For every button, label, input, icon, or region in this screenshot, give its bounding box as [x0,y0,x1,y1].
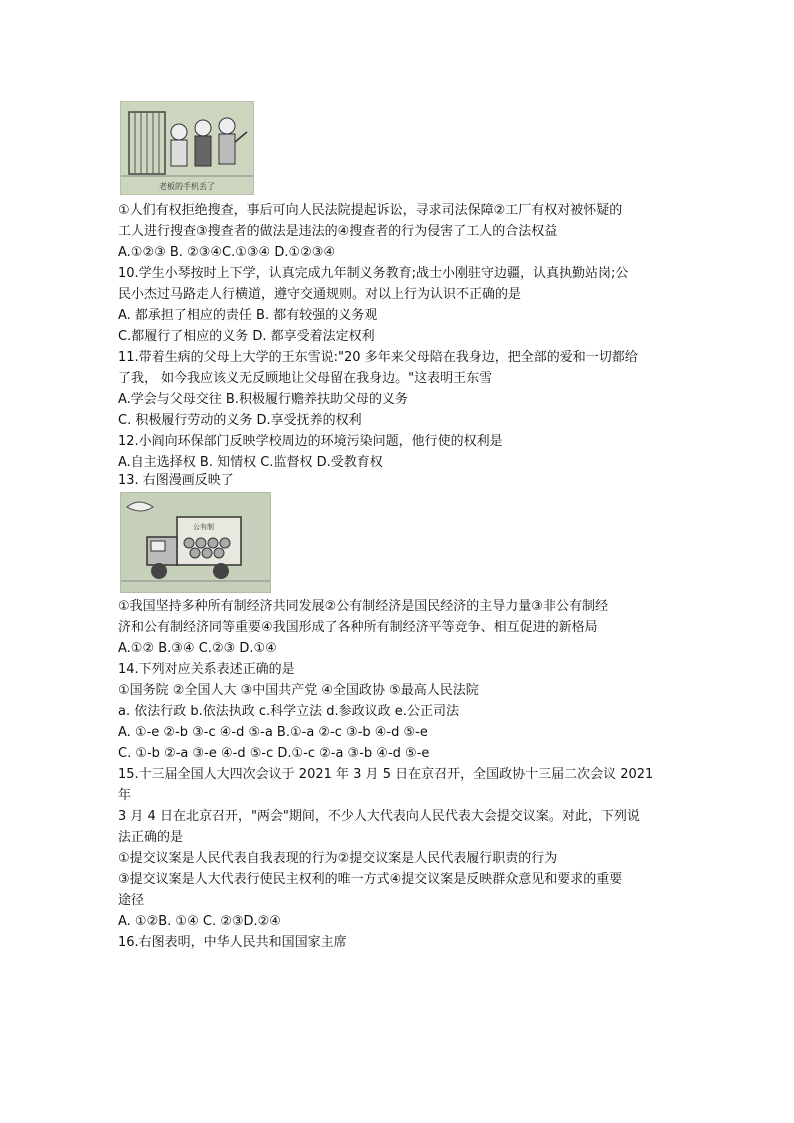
question-13: 13. 右图漫画反映了 [118,473,234,488]
text-line: C.都履行了相应的义务 D. 都享受着法定权利 [118,329,375,344]
question-11: 11.带着生病的父母上大学的王东雪说:"20 多年来父母陪在我身边，把全部的爱和一切都给 [118,350,638,365]
text-line: 途径 [118,893,145,908]
text-line: A.自主选择权 B. 知情权 C.监督权 D.受教育权 [118,455,383,470]
question-14: 14.下列对应关系表述正确的是 [118,662,295,677]
text-line: C. 积极履行劳动的义务 D.享受抚养的权利 [118,413,362,428]
text-line: ①我国坚持多种所有制经济共同发展②公有制经济是国民经济的主导力量③非公有制经 [118,599,608,614]
text-line: A.学会与父母交往 B.积极履行赡养扶助父母的义务 [118,392,408,407]
cartoon-illustration-1 [120,101,254,195]
text-line: A. ①②B. ①④ C. ②③D.②④ [118,914,281,929]
text-line: 了我， 如今我应该义无反顾地让父母留在我身边。"这表明王东雪 [118,371,493,386]
text-line: C. ①-b ②-a ③-e ④-d ⑤-c D.①-c ②-a ③-b ④-d ⑤-e [118,746,430,761]
text-line: ①人们有权拒绝搜查，事后可向人民法院提起诉讼，寻求司法保障②工厂有权对被怀疑的 [118,203,623,218]
cartoon-illustration-2 [120,492,271,593]
text-line: A.①② B.③④ C.②③ D.①④ [118,641,277,656]
text-line: 工人进行搜查③搜查者的做法是违法的④搜查者的行为侵害了工人的合法权益 [118,224,558,239]
text-line: ③提交议案是人大代表行使民主权利的唯一方式④提交议案是反映群众意见和要求的重要 [118,872,623,887]
text-line: ①提交议案是人民代表自我表现的行为②提交议案是人民代表履行职责的行为 [118,851,558,866]
cartoon-drawing-2 [121,493,271,593]
question-12: 12.小阎向环保部门反映学校周边的环境污染问题，他行使的权利是 [118,434,503,449]
text-line: A.①②③ B. ②③④C.①③④ D.①②③④ [118,245,336,260]
text-line: 3 月 4 日在北京召开，"两会"期间，不少人大代表向人民代表大会提交议案。对此，下列说 [118,809,640,824]
text-line: A. 都承担了相应的责任 B. 都有较强的义务观 [118,308,378,323]
text-line: ①国务院 ②全国人大 ③中国共产党 ④全国政协 ⑤最高人民法院 [118,683,479,698]
truck-label: 公有制 [193,523,214,531]
question-16: 16.右图表明，中华人民共和国国家主席 [118,935,347,950]
text-line: A. ①-e ②-b ③-c ④-d ⑤-a B.①-a ②-c ③-b ④-d ⑤-e [118,725,428,740]
text-line: 民小杰过马路走人行横道，遵守交通规则。对以上行为认识不正确的是 [118,287,522,302]
question-10: 10.学生小琴按时上下学，认真完成九年制义务教育;战士小刚驻守边疆，认真执勤站岗;公 [118,266,629,281]
text-line: 法正确的是 [118,830,184,845]
question-15: 15.十三届全国人大四次会议于 2021 年 3 月 5 日在京召开，全国政协十三届二次会议 2021 [118,767,654,782]
text-line: 济和公有制经济同等重要④我国形成了各种所有制经济平等竞争、相互促进的新格局 [118,620,598,635]
text-line: a. 依法行政 b.依法执政 c.科学立法 d.参政议政 e.公正司法 [118,704,459,719]
text-line: 年 [118,788,132,803]
cartoon-caption: 老板的手机丢了 [159,182,215,191]
